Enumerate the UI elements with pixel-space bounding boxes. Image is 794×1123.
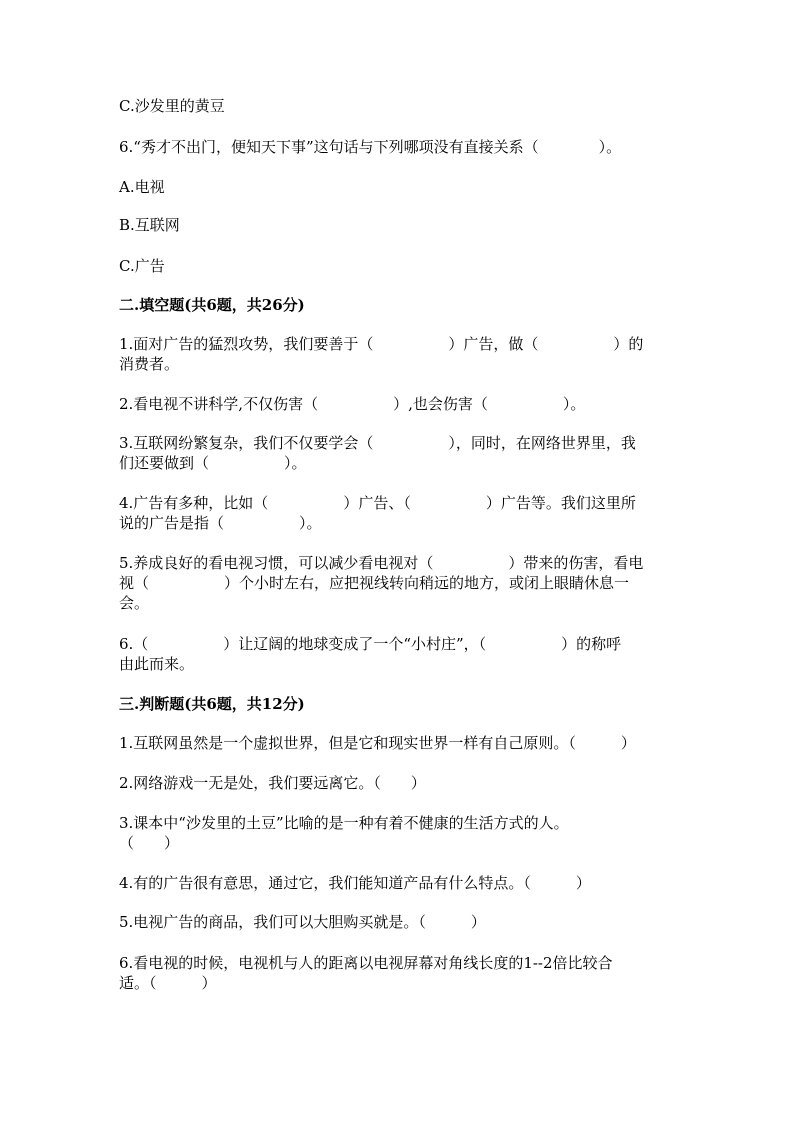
fill-question-4-line-1: 4.广告有多种，比如（ ）广告、（ ）广告等。我们这里所 (119, 494, 636, 512)
judge-question-2-line-1: 2.网络游戏一无是处，我们要远离它。（ ） (119, 774, 426, 792)
judge-question-3-line-1: 3.课本中“沙发里的土豆”比喻的是一种有着不健康的生活方式的人。 (119, 814, 569, 832)
fill-question-5-line-3: 会。 (119, 594, 150, 612)
fill-question-1-line-1: 1.面对广告的猛烈攻势，我们要善于（ ）广告，做（ ）的 (119, 335, 644, 353)
option-a-line: A.电视 (119, 178, 165, 196)
fill-question-5-line-1: 5.养成良好的看电视习惯，可以减少看电视对（ ）带来的伤害，看电 (119, 554, 644, 572)
question-6-text: 6.“秀才不出门，便知天下事”这句话与下列哪项没有直接关系（ ）。 (119, 138, 622, 156)
section-heading-fill-blank: 二.填空题(共6题，共26分) (119, 296, 305, 314)
option-b-line: B.互联网 (119, 216, 180, 234)
section-heading-true-false: 三.判断题(共6题，共12分) (119, 695, 305, 713)
judge-question-5-line-1: 5.电视广告的商品，我们可以大胆购买就是。（ ） (119, 913, 486, 931)
judge-question-6-line-2: 适。（ ） (119, 974, 217, 992)
option-c-line: C.沙发里的黄豆 (119, 97, 225, 115)
fill-question-6-line-2: 由此而来。 (119, 655, 195, 673)
fill-question-3-line-1: 3.互联网纷繁复杂，我们不仅要学会（ ），同时，在网络世界里，我 (119, 434, 636, 452)
fill-question-6-line-1: 6.（ ）让辽阔的地球变成了一个“小村庄”，（ ）的称呼 (119, 635, 622, 653)
fill-question-4-line-2: 说的广告是指（ ）。 (119, 514, 322, 532)
fill-question-5-line-2: 视（ ）个小时左右，应把视线转向稍远的地方，或闭上眼睛休息一 (119, 574, 630, 592)
fill-question-1-line-2: 消费者。 (119, 355, 180, 373)
judge-question-4-line-1: 4.有的广告很有意思，通过它，我们能知道产品有什么特点。（ ） (119, 874, 591, 892)
fill-question-2-line-1: 2.看电视不讲科学,不仅伤害（ ）,也会伤害（ ）。 (119, 395, 586, 413)
judge-question-1-line-1: 1.互联网虽然是一个虚拟世界，但是它和现实世界一样有自己原则。（ ） (119, 734, 636, 752)
judge-question-6-line-1: 6.看电视的时候，电视机与人的距离以电视屏幕对角线长度的1--2倍比较合 (119, 954, 613, 972)
fill-question-3-line-2: 们还要做到（ ）。 (119, 454, 307, 472)
judge-question-3-line-2: （ ） (119, 834, 180, 852)
option-c-line: C.广告 (119, 257, 165, 275)
